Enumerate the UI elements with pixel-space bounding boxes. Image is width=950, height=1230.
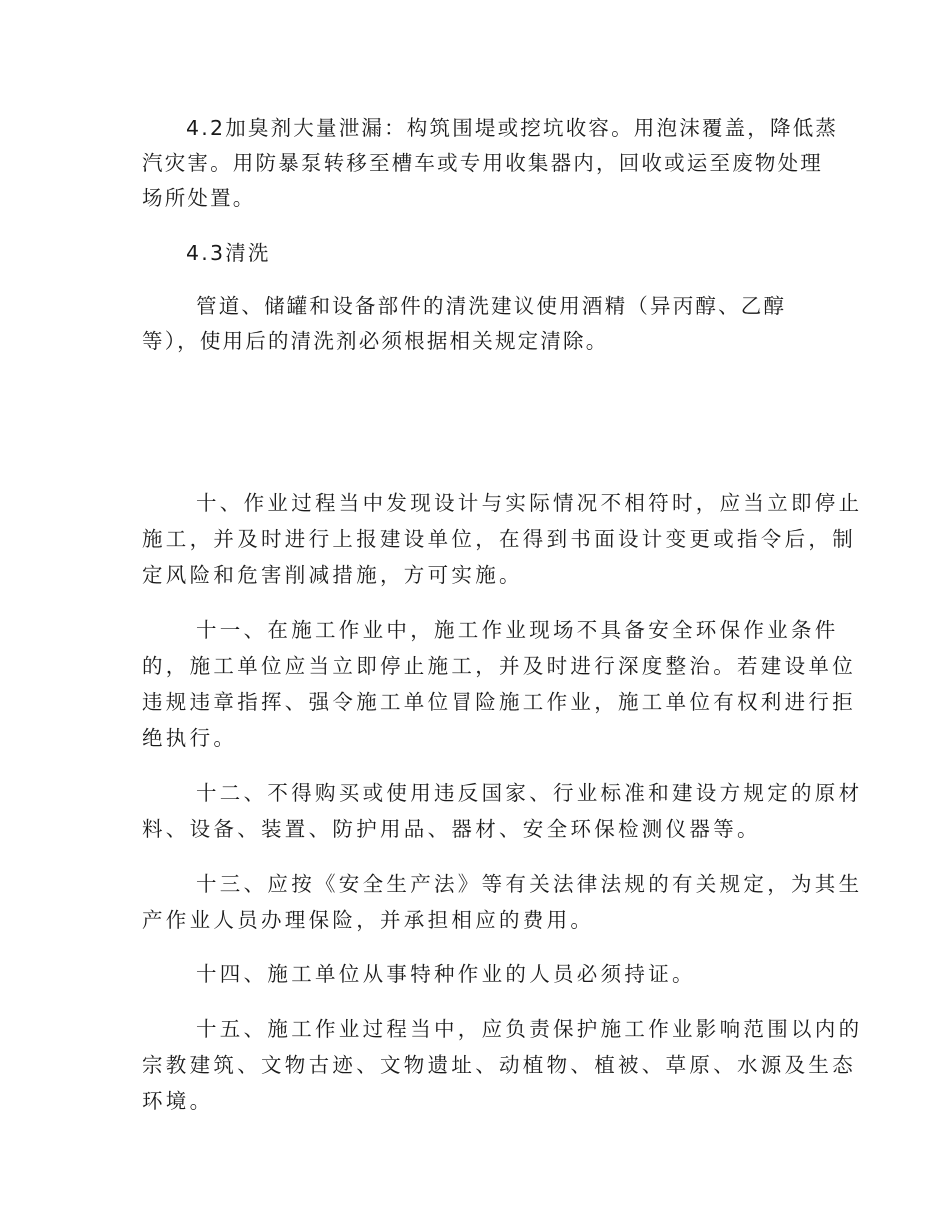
paragraph-line: 十、作业过程当中发现设计与实际情况不相符时，应当立即停止: [196, 491, 863, 515]
paragraph-line: 十二、不得购买或使用违反国家、行业标准和建设方规定的原材: [196, 781, 863, 805]
paragraph-line: 十五、施工作业过程当中，应负责保护施工作业影响范围以内的: [196, 1017, 863, 1041]
paragraph-line: 产作业人员办理保险，并承担相应的费用。: [142, 908, 595, 932]
paragraph-line: 十四、施工单位从事特种作业的人员必须持证。: [196, 962, 696, 986]
paragraph-line: 十三、应按《安全生产法》等有关法律法规的有关规定，为其生: [196, 872, 863, 896]
section-heading: 4.3清洗: [186, 241, 271, 265]
paragraph-line: 环境。: [142, 1089, 214, 1113]
paragraph-line: 管道、储罐和设备部件的清洗建议使用酒精（异丙醇、乙醇: [196, 294, 787, 318]
paragraph-line: 绝执行。: [142, 726, 238, 750]
paragraph-line: 的，施工单位应当立即停止施工，并及时进行深度整治。若建设单位: [142, 654, 856, 678]
paragraph-line: 施工，并及时进行上报建设单位，在得到书面设计变更或指令后，制: [142, 527, 856, 551]
paragraph-line: 汽灾害。用防暴泵转移至槽车或专用收集器内，回收或运至废物处理: [142, 151, 823, 175]
paragraph-line: 等），使用后的清洗剂必须根据相关规定清除。: [142, 329, 609, 353]
paragraph-line: 料、设备、装置、防护用品、器材、安全环保检测仪器等。: [142, 817, 761, 841]
paragraph-line: 十一、在施工作业中，施工作业现场不具备安全环保作业条件: [196, 618, 839, 642]
paragraph-line: 违规违章指挥、强令施工单位冒险施工作业，施工单位有权利进行拒: [142, 690, 856, 714]
paragraph-line: 4.2加臭剂大量泄漏：构筑围堤或挖坑收容。用泡沫覆盖，降低蒸: [186, 116, 839, 140]
paragraph-line: 定风险和危害削减措施，方可实施。: [142, 563, 523, 587]
paragraph-line: 宗教建筑、文物古迹、文物遗址、动植物、植被、草原、水源及生态: [142, 1053, 856, 1077]
paragraph-line: 场所处置。: [142, 186, 256, 210]
